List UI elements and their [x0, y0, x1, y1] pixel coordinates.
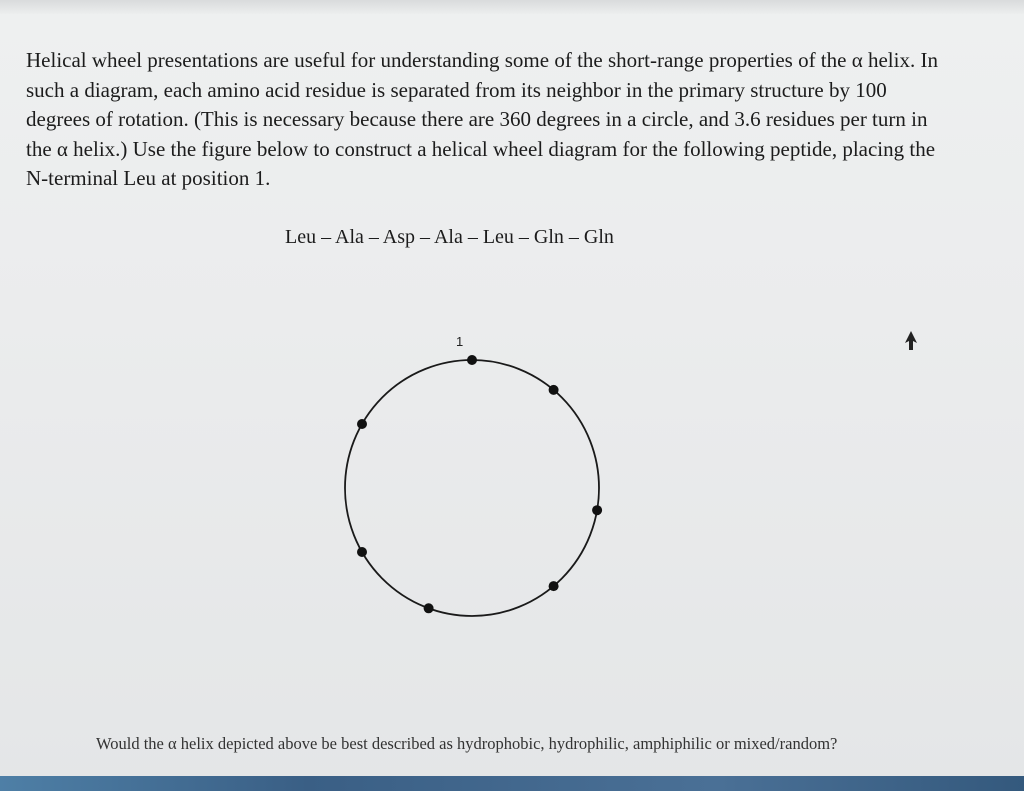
residue-1: Leu	[285, 226, 317, 248]
wheel-position-2	[592, 505, 602, 515]
wheel-position-1	[467, 355, 477, 365]
intro-paragraph: Helical wheel presentations are useful for understanding some of the short-range properties of the α helix. In such a diagram, each amino acid residue is separated from its neighbor in the primary structure by 100 degrees of rotation. (This is necessary because there are 360 degrees in a circle, and 3.6 residues per turn in the α helix.) Use the figure below to construct a helical wheel diagram for the following peptide, placing the N-terminal Leu at position 1.	[26, 48, 938, 190]
separator: –	[316, 226, 335, 248]
wheel-position-4	[357, 419, 367, 429]
separator: –	[363, 226, 383, 248]
separator: –	[563, 226, 584, 248]
residue-5: Leu	[482, 226, 514, 248]
taskbar	[0, 776, 1024, 791]
mouse-pointer-icon	[902, 330, 920, 352]
residue-3: Asp	[382, 226, 416, 248]
wheel-circle	[345, 360, 599, 616]
position-1-label: 1	[456, 334, 464, 349]
residue-4: Ala	[433, 226, 463, 248]
separator: –	[462, 226, 483, 248]
wheel-position-5	[549, 385, 559, 395]
wheel-position-6	[549, 581, 559, 591]
separator: –	[513, 226, 534, 248]
residue-7: Gln	[583, 226, 614, 248]
separator: –	[415, 226, 434, 248]
wheel-position-3	[424, 603, 434, 613]
residue-6: Gln	[533, 226, 564, 248]
question-text: Would the α helix depicted above be best described as hydrophobic, hydrophilic, amphiphilic or mixed/random?	[96, 734, 838, 753]
wheel-position-7	[357, 547, 367, 557]
residue-2: Ala	[335, 226, 364, 248]
